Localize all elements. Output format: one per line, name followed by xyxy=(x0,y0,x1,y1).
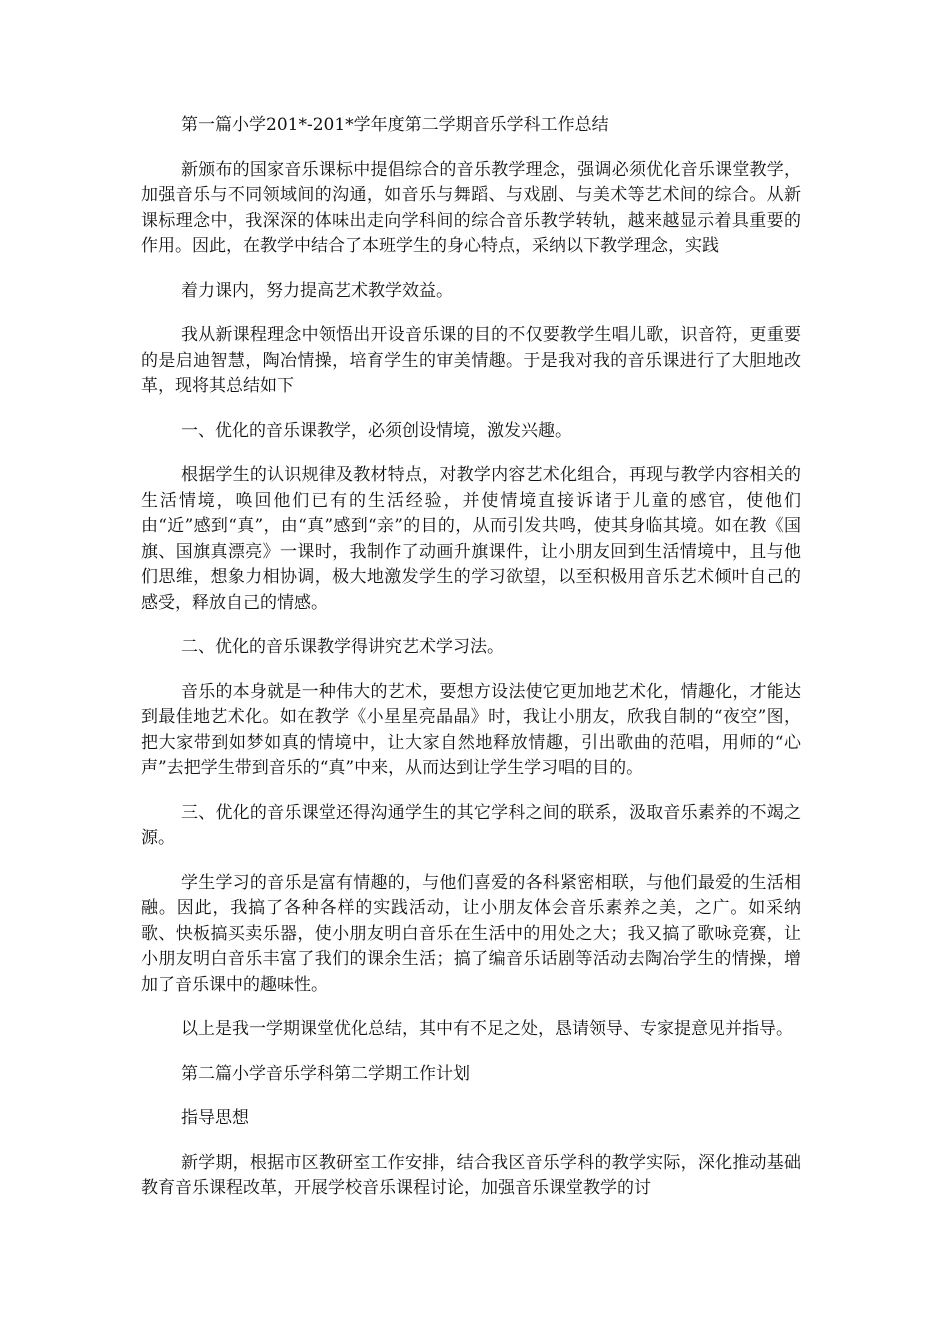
section-title-1: 第一篇小学201*-201*学年度第二学期音乐学科工作总结 xyxy=(181,115,609,135)
subheading-guiding-thought: 指导思想 xyxy=(181,1108,249,1128)
subheading-3: 三、优化的音乐课堂还得沟通学生的其它学科之间的联系，汲取音乐素养的不竭之源。 xyxy=(141,802,801,848)
paragraph: 着力课内，努力提高艺术教学效益。 xyxy=(181,280,453,301)
paragraph: 以上是我一学期课堂优化总结，其中有不足之处，恳请领导、专家提意见并指导。 xyxy=(181,1019,793,1039)
subheading-1: 一、优化的音乐课教学，必须创设情境，激发兴趣。 xyxy=(181,420,572,441)
document-body xyxy=(141,113,801,1221)
section-title-2: 第二篇小学音乐学科第二学期工作计划 xyxy=(181,1063,470,1084)
paragraph: 新颁布的国家音乐课标中提倡综合的音乐教学理念，强调必须优化音乐课堂教学，加强音乐与不同领域间的沟通，如音乐与舞蹈、与戏剧、与美术等艺术间的综合。从新课标理念中，我深深的体味出走向学科间的综合音乐教学转轨，越来越显示着具重要的作用。因此，在教学中结合了本班学生的身心特点，采纳以下教学理念，实践 xyxy=(141,159,801,256)
paragraph: 新学期，根据市区教研室工作安排，结合我区音乐学科的教学实际，深化推动基础教育音乐课程改革，开展学校音乐课程讨论，加强音乐课堂教学的讨 xyxy=(141,1152,801,1198)
paragraph: 音乐的本身就是一种伟大的艺术，要想方设法使它更加地艺术化，情趣化，才能达到最佳地艺术化。如在教学《小星星亮晶晶》时，我让小朋友，欣我自制的“夜空”图，把大家带到如梦如真的情境中，让大家自然地释放情趣，引出歌曲的范唱，用师的“心声”去把学生带到音乐的“真”中来，从而达到让学生学习唱的目的。 xyxy=(141,681,801,778)
paragraph: 我从新课程理念中领悟出开设音乐课的目的不仅要教学生唱儿歌，识音符，更重要的是启迪智慧，陶冶情操，培育学生的审美情趣。于是我对我的音乐课进行了大胆地改革，现将其总结如下 xyxy=(141,325,801,396)
paragraph: 根据学生的认识规律及教材特点，对教学内容艺术化组合，再现与教学内容相关的生活情境，唤回他们已有的生活经验，并使情境直接诉诸于儿童的感官，使他们由“近”感到“真”，由“真”感到“亲”的目的，从而引发共鸣，使其身临其境。如在教《国旗、国旗真漂亮》一课时，我制作了动画升旗课件，让小朋友回到生活情境中，且与他们思维，想象力相协调，极大地激发学生的学习欲望，以至积极用音乐艺术倾叶自己的感受，释放自己的情感。 xyxy=(141,465,801,613)
paragraph: 学生学习的音乐是富有情趣的，与他们喜爱的各科紧密相联，与他们最爱的生活相融。因此，我搞了各种各样的实践活动，让小朋友体会音乐素养之美，之广。如采纳歌、快板搞买卖乐器，使小朋友明白音乐在生活中的用处之大；我又搞了歌咏竞赛，让小朋友明白音乐丰富了我们的课余生活；搞了编音乐话剧等活动去陶冶学生的情操，增加了音乐课中的趣味性。 xyxy=(141,872,801,995)
subheading-2: 二、优化的音乐课教学得讲究艺术学习法。 xyxy=(181,637,504,657)
